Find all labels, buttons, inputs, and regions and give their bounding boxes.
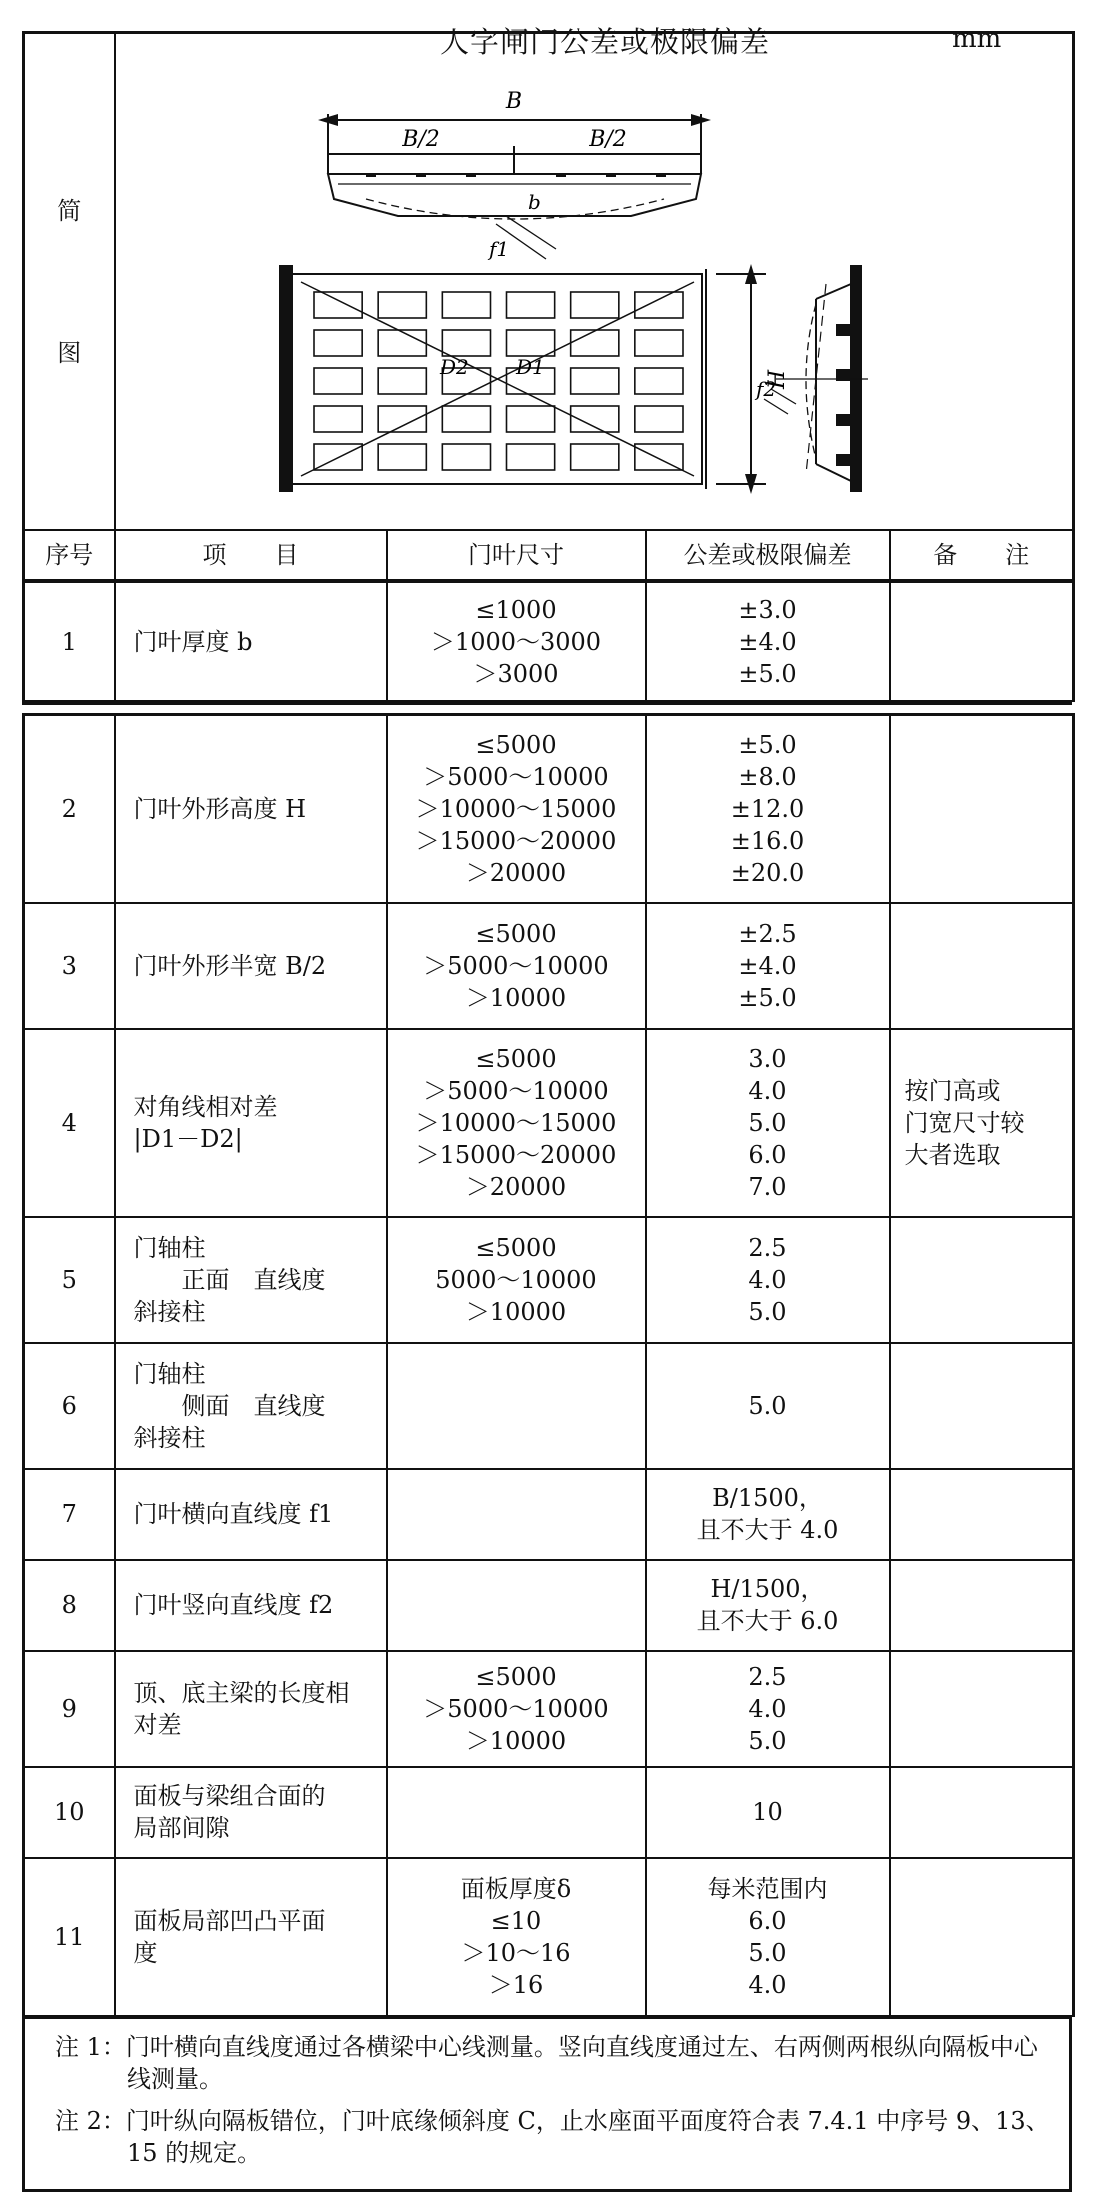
figure-label-cell bbox=[24, 33, 115, 531]
tolerance-cell-line: ±5.0 bbox=[738, 730, 797, 759]
size-cell-line: ＞15000～20000 bbox=[415, 1140, 617, 1169]
size-cell bbox=[387, 1029, 646, 1217]
label-D2: D2 bbox=[439, 355, 469, 379]
tolerance-cell-line: 5.0 bbox=[748, 1391, 787, 1420]
row-number: 7 bbox=[24, 1469, 115, 1560]
side-elevation bbox=[764, 266, 868, 491]
tolerance-cell-line: ±5.0 bbox=[738, 659, 797, 688]
size-cell-line: ＞10000～15000 bbox=[415, 794, 617, 823]
size-cell-line: ≤5000 bbox=[475, 1044, 557, 1073]
tolerance-cell bbox=[646, 1858, 890, 2016]
item-cell-line: 面板与梁组合面的 bbox=[133, 1782, 326, 1810]
panel-cell bbox=[570, 292, 618, 318]
row-number: 9 bbox=[24, 1651, 115, 1767]
tolerance-cell-line: 6.0 bbox=[748, 1906, 787, 1935]
column-header: 备 注 bbox=[890, 530, 1074, 580]
tolerance-cell-line: 2.5 bbox=[748, 1233, 787, 1262]
tolerance-table bbox=[22, 31, 1075, 581]
table-row bbox=[24, 715, 1074, 903]
panel-cell bbox=[634, 406, 682, 432]
panel-cell bbox=[442, 444, 490, 470]
remark-cell-line: 门宽尺寸较 bbox=[904, 1108, 1025, 1137]
remark-cell bbox=[890, 1217, 1074, 1343]
item-cell-line: |D1－D2| bbox=[133, 1124, 243, 1153]
tolerance-cell-line: 且不大于 4.0 bbox=[696, 1516, 839, 1544]
page-title: 人字闸门公差或极限偏差 bbox=[440, 25, 771, 59]
size-cell-line: ＞5000～10000 bbox=[423, 1694, 609, 1723]
size-cell-line: ＞10000 bbox=[465, 983, 567, 1012]
tolerance-cell-line: ±16.0 bbox=[730, 826, 805, 855]
tolerance-cell-line: 且不大于 6.0 bbox=[696, 1607, 839, 1635]
label-D1: D1 bbox=[515, 355, 545, 379]
panel-cell bbox=[506, 292, 554, 318]
size-cell-line: ＞10～16 bbox=[461, 1938, 571, 1967]
panel-cell bbox=[314, 330, 362, 356]
tolerance-cell bbox=[646, 1560, 890, 1651]
item-cell-line: 对角线相对差 bbox=[133, 1092, 278, 1121]
row-number: 3 bbox=[24, 903, 115, 1029]
item-cell bbox=[115, 1858, 387, 2016]
tolerance-cell-line: 5.0 bbox=[748, 1297, 787, 1326]
tolerance-table-body bbox=[22, 713, 1075, 2017]
label-f1: f1 bbox=[488, 237, 509, 261]
panel-cell bbox=[378, 330, 426, 356]
table-row bbox=[24, 1858, 1074, 2016]
tolerance-cell-line: 4.0 bbox=[748, 1076, 787, 1105]
remark-cell bbox=[890, 1858, 1074, 2016]
item-cell bbox=[115, 903, 387, 1029]
tolerance-cell bbox=[646, 1651, 890, 1767]
item-cell bbox=[115, 1560, 387, 1651]
size-cell bbox=[387, 1651, 646, 1767]
item-cell-line: 面板局部凹凸平面 bbox=[133, 1906, 326, 1935]
label-B2-left: B/2 bbox=[401, 127, 440, 152]
panel-cell bbox=[378, 444, 426, 470]
item-cell bbox=[115, 715, 387, 903]
tolerance-cell bbox=[646, 1469, 890, 1560]
size-cell-line: ≤5000 bbox=[475, 919, 557, 948]
size-cell-line: 5000～10000 bbox=[435, 1265, 597, 1294]
item-cell bbox=[115, 1767, 387, 1858]
tolerance-cell-line: 4.0 bbox=[748, 1694, 787, 1723]
remark-cell-line: 大者选取 bbox=[904, 1140, 1001, 1169]
tolerance-cell-line: 6.0 bbox=[748, 1140, 787, 1169]
figure-label-bottom: 图 bbox=[57, 338, 82, 367]
size-cell bbox=[387, 582, 646, 701]
tolerance-cell-line: B/1500， bbox=[712, 1484, 823, 1512]
size-cell bbox=[387, 1217, 646, 1343]
remark-cell bbox=[890, 1767, 1074, 1858]
label-H: H bbox=[764, 369, 790, 389]
tolerance-cell-line: 2.5 bbox=[748, 1662, 787, 1691]
table-row bbox=[24, 582, 1074, 701]
item-cell bbox=[115, 1217, 387, 1343]
unit-label: mm bbox=[952, 24, 1002, 54]
size-cell bbox=[387, 1858, 646, 2016]
tolerance-table-body bbox=[22, 581, 1075, 702]
tolerance-cell-line: ±4.0 bbox=[738, 627, 797, 656]
column-header: 项 目 bbox=[115, 530, 387, 580]
size-cell bbox=[387, 1469, 646, 1560]
item-cell bbox=[115, 1343, 387, 1469]
table-row bbox=[24, 1767, 1074, 1858]
size-cell-line: ≤10 bbox=[490, 1906, 542, 1935]
size-cell bbox=[387, 903, 646, 1029]
table-row bbox=[24, 1217, 1074, 1343]
row-number: 2 bbox=[24, 715, 115, 903]
tolerance-cell-line: ±12.0 bbox=[730, 794, 805, 823]
row-number: 11 bbox=[24, 1858, 115, 2016]
item-cell-line: 局部间隙 bbox=[133, 1814, 230, 1842]
tolerance-cell-line: ±8.0 bbox=[738, 762, 797, 791]
note-text: 注 2：门叶纵向隔板错位，门叶底缘倾斜度 C，止水座面平面度符合表 7.4.1 中序号 9、13、15 的规定。 bbox=[55, 2106, 1050, 2167]
label-B2-right: B/2 bbox=[588, 127, 627, 152]
tolerance-cell-line: 10 bbox=[752, 1798, 783, 1826]
size-cell-line: ＞16 bbox=[488, 1970, 544, 1999]
panel-cell bbox=[570, 368, 618, 394]
tolerance-cell-line: ±2.5 bbox=[738, 919, 797, 948]
label-b: b bbox=[527, 190, 541, 214]
panel-cell bbox=[570, 330, 618, 356]
size-cell-line: ＞5000～10000 bbox=[423, 1076, 609, 1105]
item-cell bbox=[115, 1029, 387, 1217]
tolerance-cell-line: 5.0 bbox=[748, 1938, 787, 1967]
item-cell-line: 门叶竖向直线度 f2 bbox=[133, 1591, 334, 1619]
column-header: 公差或极限偏差 bbox=[646, 530, 890, 580]
row-number: 4 bbox=[24, 1029, 115, 1217]
tolerance-cell-line: 每米范围内 bbox=[707, 1874, 828, 1903]
item-cell bbox=[115, 582, 387, 701]
item-cell-line: 门叶外形高度 H bbox=[133, 794, 307, 823]
table-row bbox=[24, 1469, 1074, 1560]
row-number: 10 bbox=[24, 1767, 115, 1858]
tolerance-cell bbox=[646, 715, 890, 903]
table-row bbox=[24, 1343, 1074, 1469]
remark-cell bbox=[890, 1560, 1074, 1651]
notes-cell bbox=[24, 2018, 1071, 2191]
item-cell-line: 门叶厚度 b bbox=[133, 627, 253, 656]
item-cell-line: 对差 bbox=[133, 1710, 182, 1739]
notes-table bbox=[22, 2017, 1072, 2192]
tolerance-cell-line: 7.0 bbox=[748, 1172, 787, 1201]
tolerance-cell-line: 4.0 bbox=[748, 1265, 787, 1294]
item-cell-line: 度 bbox=[133, 1938, 158, 1967]
panel-cell bbox=[378, 406, 426, 432]
panel-cell bbox=[634, 368, 682, 394]
tolerance-cell-line: 5.0 bbox=[748, 1108, 787, 1137]
tolerance-cell bbox=[646, 903, 890, 1029]
note-text: 注 1：门叶横向直线度通过各横梁中心线测量。竖向直线度通过左、右两侧两根纵向隔板中心线测量。 bbox=[55, 2032, 1038, 2093]
figure-cell bbox=[115, 33, 1074, 531]
item-cell-line: 门叶外形半宽 B/2 bbox=[133, 951, 327, 980]
remark-cell bbox=[890, 582, 1074, 701]
size-cell-line: ＞1000～3000 bbox=[430, 627, 602, 656]
panel-cell bbox=[506, 330, 554, 356]
remark-cell bbox=[890, 1029, 1074, 1217]
panel-cell bbox=[314, 406, 362, 432]
size-cell-line: 面板厚度δ bbox=[460, 1874, 572, 1903]
row-number: 8 bbox=[24, 1560, 115, 1651]
remark-cell bbox=[890, 903, 1074, 1029]
tolerance-cell-line: 4.0 bbox=[748, 1970, 787, 1999]
size-cell-line: ＞3000 bbox=[473, 659, 559, 688]
panel-cell bbox=[634, 444, 682, 470]
label-B: B bbox=[505, 89, 522, 114]
panel-cell bbox=[314, 368, 362, 394]
panel-cell bbox=[442, 406, 490, 432]
size-cell-line: ≤5000 bbox=[475, 1233, 557, 1262]
item-cell-line: 顶、底主梁的长度相 bbox=[133, 1678, 350, 1707]
header-row bbox=[24, 530, 1074, 580]
item-cell bbox=[115, 1651, 387, 1767]
tolerance-cell bbox=[646, 1217, 890, 1343]
tolerance-cell-line: ±4.0 bbox=[738, 951, 797, 980]
size-cell bbox=[387, 715, 646, 903]
tolerance-table-frame bbox=[22, 31, 1085, 2204]
size-cell-line: ＞20000 bbox=[465, 1172, 567, 1201]
size-cell-line: ＞10000 bbox=[465, 1726, 567, 1755]
panel-cell bbox=[378, 368, 426, 394]
tolerance-cell bbox=[646, 1343, 890, 1469]
tolerance-cell-line: ±3.0 bbox=[738, 595, 797, 624]
table-row bbox=[24, 903, 1074, 1029]
panel-cell bbox=[442, 292, 490, 318]
item-cell bbox=[115, 1469, 387, 1560]
size-cell bbox=[387, 1343, 646, 1469]
panel-cell bbox=[506, 406, 554, 432]
item-cell-line: 门叶横向直线度 f1 bbox=[133, 1500, 334, 1528]
row-number: 5 bbox=[24, 1217, 115, 1343]
row-number: 1 bbox=[24, 582, 115, 701]
size-cell-line: ＞20000 bbox=[465, 858, 567, 887]
column-header: 序号 bbox=[24, 530, 115, 580]
tolerance-cell bbox=[646, 582, 890, 701]
remark-cell bbox=[890, 1651, 1074, 1767]
remark-cell bbox=[890, 1469, 1074, 1560]
remark-cell bbox=[890, 715, 1074, 903]
panel-cell bbox=[634, 330, 682, 356]
figure-row bbox=[24, 33, 1074, 531]
item-cell-line: 斜接柱 bbox=[133, 1423, 206, 1452]
tolerance-cell-line: ±20.0 bbox=[730, 858, 805, 887]
item-cell-line: 侧面 直线度 bbox=[181, 1391, 326, 1420]
table-row bbox=[24, 1651, 1074, 1767]
tolerance-cell-line: 5.0 bbox=[748, 1726, 787, 1755]
panel-cell bbox=[634, 292, 682, 318]
size-cell-line: ＞10000 bbox=[465, 1297, 567, 1326]
item-cell-line: 门轴柱 bbox=[133, 1359, 206, 1388]
item-cell-line: 门轴柱 bbox=[133, 1233, 206, 1262]
remark-cell-line: 按门高或 bbox=[904, 1076, 1001, 1105]
table-row bbox=[24, 1029, 1074, 1217]
figure-label-top: 简 bbox=[57, 196, 82, 225]
panel-cell bbox=[442, 330, 490, 356]
tolerance-cell-line: H/1500， bbox=[710, 1575, 825, 1603]
gate-diagram bbox=[116, 34, 1071, 521]
size-cell bbox=[387, 1767, 646, 1858]
size-cell-line: ＞15000～20000 bbox=[415, 826, 617, 855]
tolerance-cell bbox=[646, 1029, 890, 1217]
size-cell-line: ＞5000～10000 bbox=[423, 951, 609, 980]
column-header: 门叶尺寸 bbox=[387, 530, 646, 580]
row-number: 6 bbox=[24, 1343, 115, 1469]
size-cell bbox=[387, 1560, 646, 1651]
size-cell-line: ≤5000 bbox=[475, 1662, 557, 1691]
tolerance-cell-line: ±5.0 bbox=[738, 983, 797, 1012]
panel-cell bbox=[314, 292, 362, 318]
table-break bbox=[22, 702, 1072, 713]
tolerance-cell bbox=[646, 1767, 890, 1858]
remark-cell bbox=[890, 1343, 1074, 1469]
size-cell-line: ＞10000～15000 bbox=[415, 1108, 617, 1137]
panel-cell bbox=[506, 444, 554, 470]
size-cell-line: ≤5000 bbox=[475, 730, 557, 759]
item-cell-line: 斜接柱 bbox=[133, 1297, 206, 1326]
panel-cell bbox=[570, 444, 618, 470]
size-cell-line: ≤1000 bbox=[475, 595, 557, 624]
tolerance-cell-line: 3.0 bbox=[748, 1044, 787, 1073]
panel-cell bbox=[378, 292, 426, 318]
table-row bbox=[24, 1560, 1074, 1651]
size-cell-line: ＞5000～10000 bbox=[423, 762, 609, 791]
item-cell-line: 正面 直线度 bbox=[181, 1265, 326, 1294]
label-f2: f2 bbox=[755, 377, 776, 401]
side-ribs bbox=[836, 324, 850, 466]
